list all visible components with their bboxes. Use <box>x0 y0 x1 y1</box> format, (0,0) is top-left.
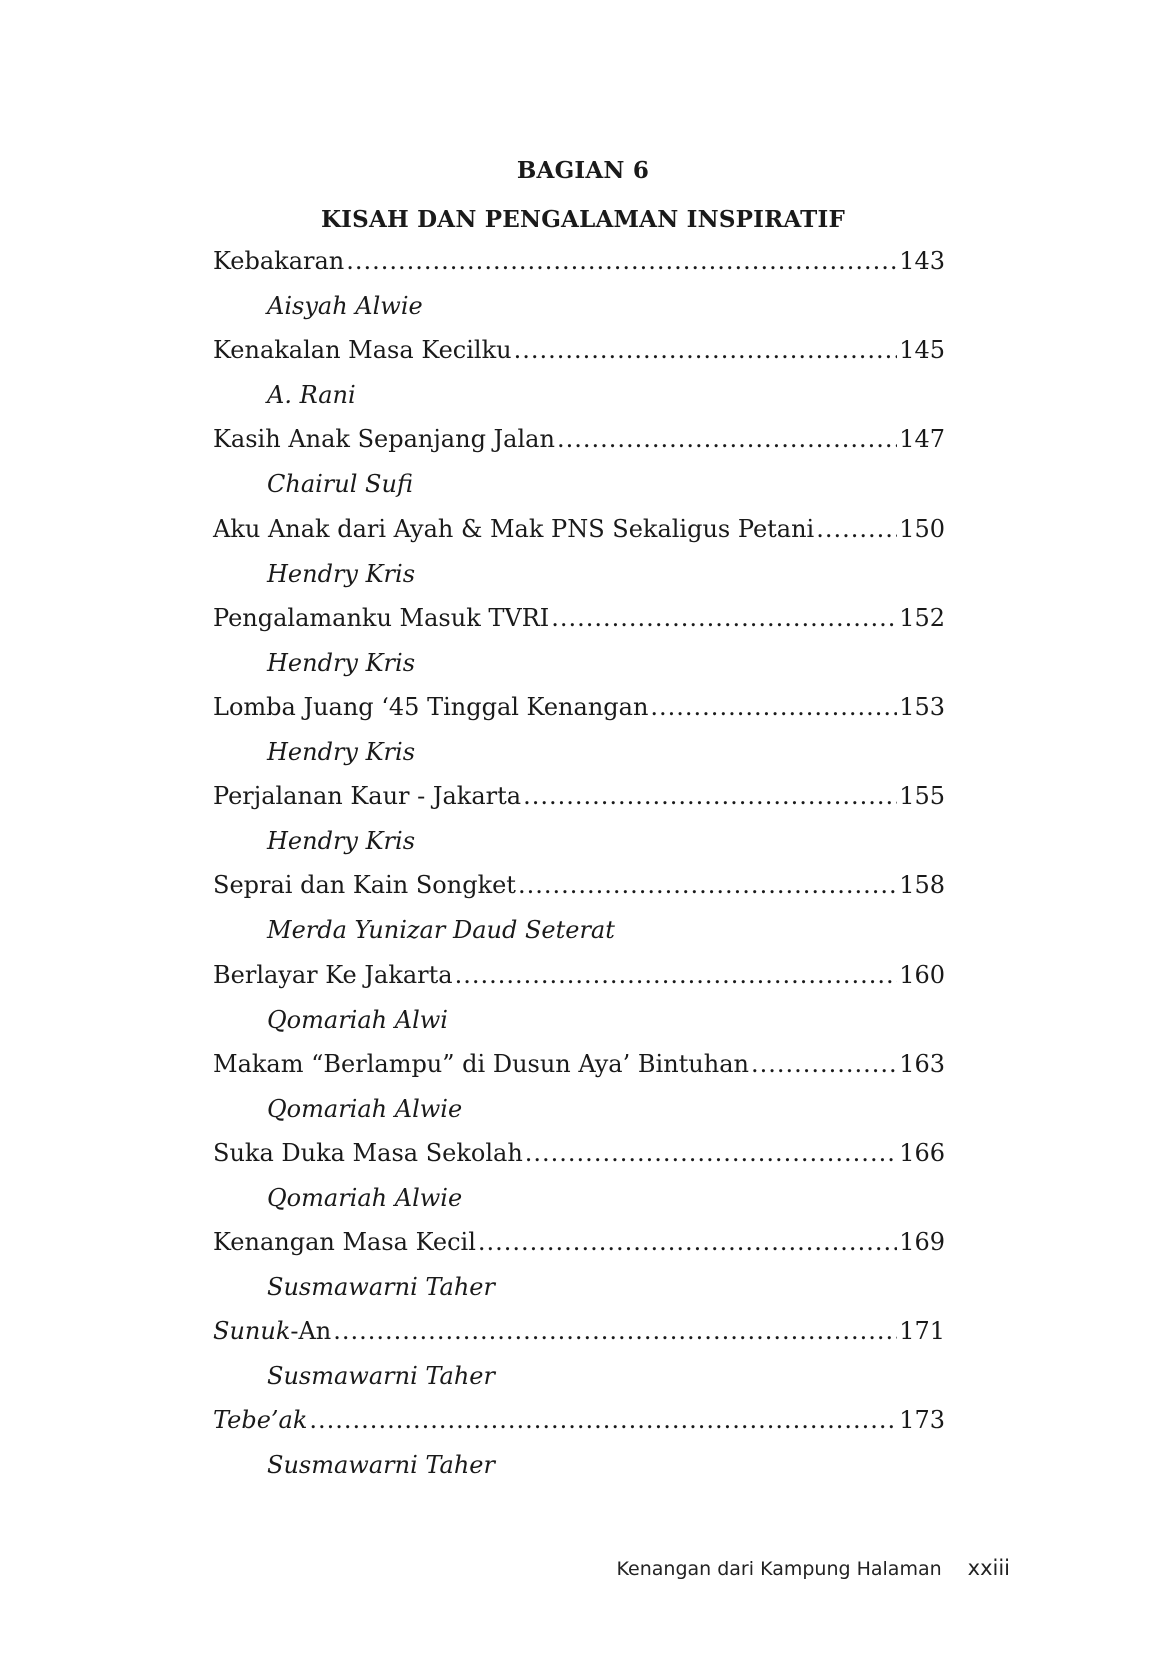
dot-leader <box>514 328 898 373</box>
toc-entry-title: Tebe’ak <box>213 1406 308 1435</box>
toc-entry-author: Susmawarni Taher <box>267 1362 495 1391</box>
toc-entry-page-number: 173 <box>899 1406 945 1435</box>
toc-entry-title: Kasih Anak Sepanjang Jalan <box>213 425 555 454</box>
toc-entry-author: Qomariah Alwi <box>267 1005 448 1034</box>
toc-entry <box>213 685 945 774</box>
toc-entry <box>213 1131 945 1220</box>
toc-entry-row <box>213 1131 945 1176</box>
dot-leader <box>309 1398 897 1443</box>
footer-book-title: Kenangan dari Kampung Halaman <box>616 1558 942 1580</box>
toc-entry-title: Pengalamanku Masuk TVRI <box>213 603 550 632</box>
toc-entry-author: Hendry Kris <box>267 827 416 856</box>
toc-entry-author: Aisyah Alwie <box>267 292 423 320</box>
toc-entry <box>213 1220 945 1309</box>
dot-leader <box>551 596 897 641</box>
section-label: BAGIAN 6 <box>516 157 650 184</box>
dot-leader <box>751 1042 897 1087</box>
toc-entry <box>213 863 945 952</box>
toc-entry-page-number: 145 <box>899 336 945 365</box>
toc-entry-author: Hendry Kris <box>267 559 416 588</box>
toc-entry-page-number: 147 <box>899 425 945 454</box>
page-footer <box>617 1556 1010 1580</box>
toc-entry-title: Kenakalan Masa Kecilku <box>213 336 512 365</box>
toc-entry <box>213 1309 945 1398</box>
toc-entry-row <box>213 863 945 908</box>
toc-entry-title: Perjalanan Kaur - Jakarta <box>213 782 522 811</box>
dot-leader <box>455 953 898 998</box>
toc-entry-author: Qomariah Alwie <box>267 1183 463 1212</box>
toc-entry-page-number: 166 <box>899 1138 945 1167</box>
toc-entry-row <box>213 1042 945 1087</box>
toc-entry <box>213 1398 945 1487</box>
toc-entry-page-number: 155 <box>899 782 945 811</box>
table-of-contents <box>213 239 945 1488</box>
dot-leader <box>346 239 897 284</box>
toc-entry-row <box>213 774 945 819</box>
toc-entry-author: Chairul Sufi <box>267 470 413 499</box>
toc-entry-row <box>213 507 945 552</box>
dot-leader <box>478 1220 897 1265</box>
toc-entry-title: Suka Duka Masa Sekolah <box>213 1138 523 1167</box>
dot-leader <box>333 1309 897 1354</box>
toc-entry-row <box>213 328 945 373</box>
toc-entry-title: Kebakaran <box>213 247 345 275</box>
toc-entry <box>213 774 945 863</box>
toc-entry-page-number: 150 <box>899 514 945 543</box>
toc-entry-title: Kenangan Masa Kecil <box>213 1228 476 1257</box>
toc-entry-row <box>213 239 945 284</box>
toc-entry-author: Merda Yunizar Daud Seterat <box>267 916 615 945</box>
toc-entry-title: Lomba Juang ‘45 Tinggal Kenangan <box>213 692 649 721</box>
toc-entry <box>213 596 945 685</box>
toc-entry <box>213 417 945 506</box>
toc-entry-row <box>213 1398 945 1443</box>
dot-leader <box>816 507 897 552</box>
toc-entry-page-number: 152 <box>899 603 945 632</box>
toc-entry-row <box>213 596 945 641</box>
dot-leader <box>650 685 897 730</box>
toc-entry-row <box>213 953 945 998</box>
toc-entry-title: Aku Anak dari Ayah & Mak PNS Sekaligus Petani <box>213 514 815 543</box>
toc-entry-author: Susmawarni Taher <box>267 1273 495 1302</box>
toc-entry-page-number: 163 <box>899 1049 945 1078</box>
section-title: KISAH DAN PENGALAMAN INSPIRATIF <box>320 206 845 233</box>
dot-leader <box>523 774 897 819</box>
toc-entry-title: Sunuk-An <box>213 1317 332 1346</box>
toc-entry-author: Qomariah Alwie <box>267 1094 463 1123</box>
dot-leader <box>518 863 897 908</box>
toc-entry-page-number: 160 <box>899 960 945 989</box>
toc-entry-title: Makam “Berlampu” di Dusun Aya’ Bintuhan <box>213 1049 749 1078</box>
toc-entry-author: A. Rani <box>267 381 356 410</box>
toc-entry <box>213 507 945 596</box>
toc-entry-author: Hendry Kris <box>267 648 416 677</box>
toc-entry <box>213 953 945 1042</box>
toc-entry-page-number: 143 <box>899 247 945 275</box>
toc-entry-row <box>213 685 945 730</box>
toc-entry-row <box>213 1309 945 1354</box>
toc-entry-page-number: 169 <box>899 1228 945 1257</box>
toc-entry-page-number: 171 <box>899 1317 945 1346</box>
toc-entry-page-number: 153 <box>899 692 945 721</box>
toc-entry-page-number: 158 <box>899 871 945 900</box>
footer-page-number: xxiii <box>967 1556 1010 1580</box>
toc-entry <box>213 239 945 328</box>
toc-entry-author: Hendry Kris <box>267 737 416 766</box>
toc-entry-row <box>213 1220 945 1265</box>
toc-entry-author: Susmawarni Taher <box>267 1451 495 1480</box>
toc-entry <box>213 1042 945 1131</box>
dot-leader <box>525 1131 897 1176</box>
toc-entry-title: Berlayar Ke Jakarta <box>213 960 453 989</box>
toc-entry-row <box>213 417 945 462</box>
toc-entry-title: Seprai dan Kain Songket <box>213 871 516 900</box>
dot-leader <box>557 417 897 462</box>
toc-entry <box>213 328 945 417</box>
